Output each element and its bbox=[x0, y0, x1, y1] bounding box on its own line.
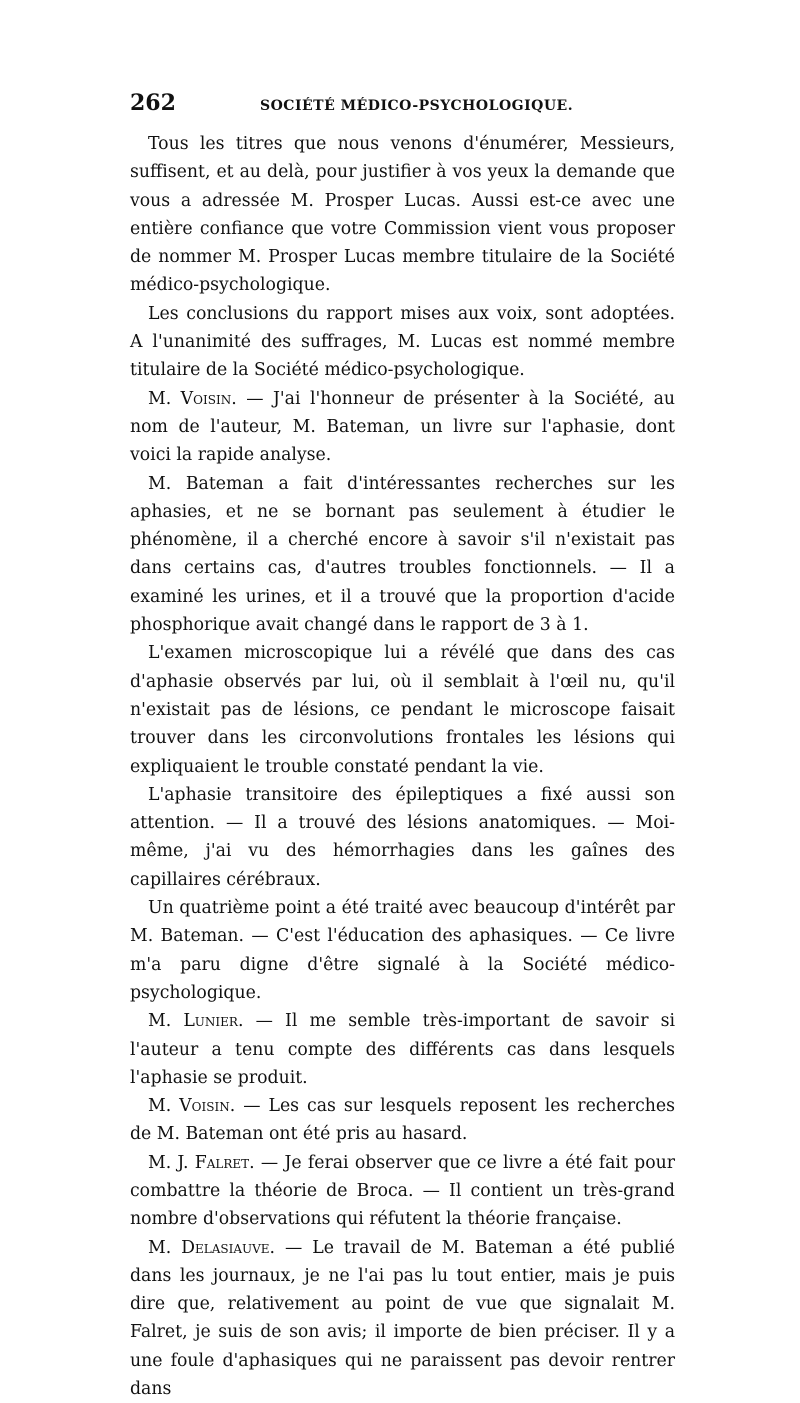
body-text bbox=[130, 130, 675, 1403]
paragraph: Les conclusions du rapport mises aux voix, sont adoptées. A l'unanimité des suffrages, M. Lucas est nommé membre titulaire de la Société médico-psychologique. bbox=[130, 303, 675, 381]
speaker-name: M. Delasiauve. bbox=[148, 1237, 276, 1258]
speaker-name: M. Voisin. bbox=[148, 388, 237, 409]
paragraph: M. J. Falret. — Je ferai observer que ce livre a été fait pour combattre la théorie de Broca. — Il contient un très-grand nombre d'observations qui réfutent la théorie française. bbox=[130, 1152, 675, 1230]
page-header bbox=[130, 90, 675, 130]
paragraph: L'examen microscopique lui a révélé que dans des cas d'aphasie observés par lui, où il semblait à l'œil nu, qu'il n'existait pas de lésions, ce pendant le microscope faisait trouver dans les circonvolutions frontales les lésions qui expliquaient le trouble constaté pendant la vie. bbox=[130, 643, 675, 777]
paragraph: M. Voisin. — Les cas sur lesquels reposent les recherches de M. Bateman ont été pris au hasard. bbox=[130, 1096, 675, 1145]
paragraph: M. Delasiauve. — Le travail de M. Bateman a été publié dans les journaux, je ne l'ai pas lu tout entier, mais je puis dire que, relativement au point de vue que signalait M. Falret, je suis de son avis; il importe de bien préciser. Il y a une foule d'aphasiques qui ne paraissent pas devoir rentrer dans bbox=[130, 1237, 675, 1400]
speaker-name: M. Lunier. bbox=[148, 1011, 244, 1032]
paragraph: M. Voisin. — J'ai l'honneur de présenter à la Société, au nom de l'auteur, M. Bateman, un livre sur l'aphasie, dont voici la rapide analyse. bbox=[130, 388, 675, 466]
running-head: SOCIÉTÉ MÉDICO-PSYCHOLOGIQUE. bbox=[260, 98, 574, 114]
speaker-name: M. J. Falret. bbox=[148, 1152, 255, 1173]
paragraph: L'aphasie transitoire des épileptiques a fixé aussi son attention. — Il a trouvé des lésions anatomiques. — Moi-même, j'ai vu des hémorrhagies dans les gaînes des capillaires cérébraux. bbox=[130, 784, 675, 890]
paragraph: M. Bateman a fait d'intéressantes recherches sur les aphasies, et ne se bornant pas seulement à étudier le phénomène, il a cherché encore à savoir s'il n'existait pas dans certains cas, d'autres troubles fonctionnels. — Il a examiné les urines, et il a trouvé que la proportion d'acide phosphorique avait changé dans le rapport de 3 à 1. bbox=[130, 473, 675, 636]
paragraph: Tous les titres que nous venons d'énumérer, Messieurs, suffisent, et au delà, pour justifier à vos yeux la demande que vous a adressée M. Prosper Lucas. Aussi est-ce avec une entière confiance que votre Commission vient vous proposer de nommer M. Prosper Lucas membre titulaire de la Société médico-psychologique. bbox=[130, 134, 675, 296]
paragraph: Un quatrième point a été traité avec beaucoup d'intérêt par M. Bateman. — C'est l'éducation des aphasiques. — Ce livre m'a paru digne d'être signalé à la Société médico-psychologique. bbox=[130, 898, 675, 1003]
page-number: 262 bbox=[130, 90, 176, 116]
book-page bbox=[130, 90, 675, 1403]
paragraph: M. Lunier. — Il me semble très-important de savoir si l'auteur a tenu compte des différents cas dans lesquels l'aphasie se produit. bbox=[130, 1011, 675, 1088]
speaker-name: M. Voisin. bbox=[148, 1096, 236, 1117]
